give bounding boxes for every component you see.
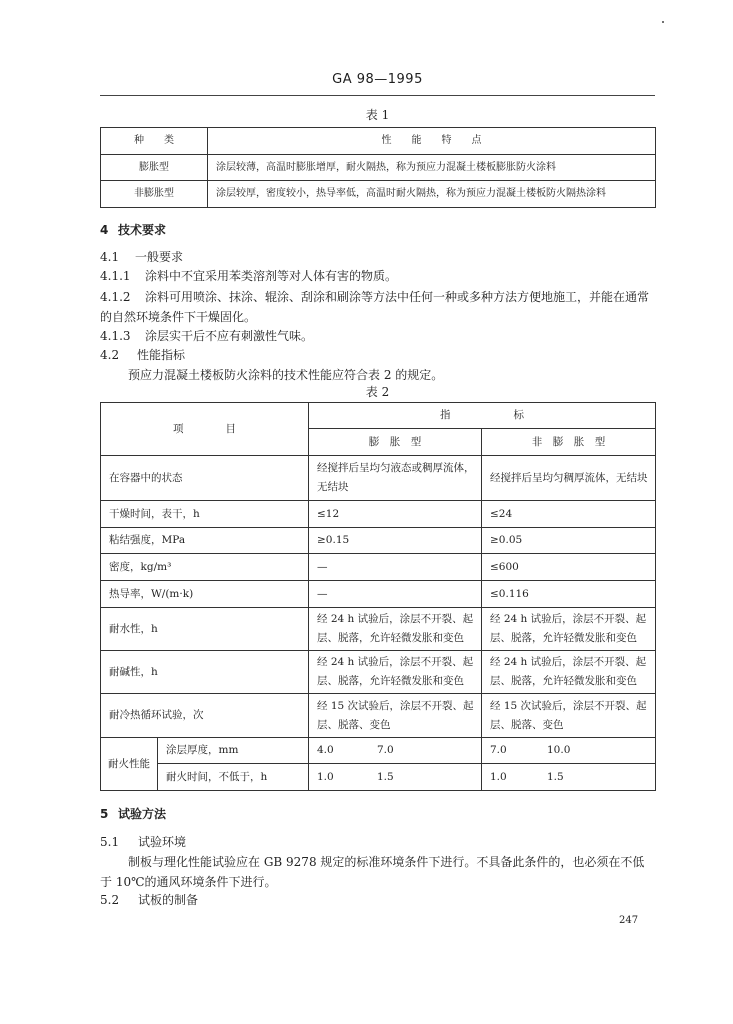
row-expanding-value (309, 764, 482, 791)
row-item: 耐碱性，h (101, 651, 309, 694)
clause-4-1-3 (100, 329, 313, 343)
fire-performance-label: 耐火性能 (101, 738, 158, 791)
row-item: 在容器中的状态 (101, 456, 309, 501)
clause-title: 性能指标 (137, 348, 186, 362)
table1-caption: 表 1 (365, 108, 390, 122)
row-expanding-value: 经 15 次试验后，涂层不开裂、起层、脱落、变色 (309, 694, 482, 738)
standard-code-header: GA 98—1995 (332, 72, 423, 87)
clause-5-1 (100, 835, 186, 849)
clause-title: 一般要求 (135, 250, 184, 264)
section-title: 试验方法 (118, 807, 167, 821)
value-a: 7.0 (490, 744, 507, 756)
table2 (100, 402, 656, 791)
row-item: 涂层厚度，mm (158, 738, 309, 764)
table-row (101, 608, 656, 651)
clause-number: 4.1.3 (100, 329, 131, 343)
row-non-expanding-value: 经搅拌后呈均匀稠厚流体，无结块 (482, 456, 656, 501)
table-row (101, 764, 656, 791)
header-rule (100, 95, 655, 96)
clause-5-1-text-line-1: 制板与理化性能试验应在 GB 9278 规定的标准环境条件下进行。不具备此条件的，也必须在不低 (128, 855, 645, 869)
value-b: 1.5 (547, 770, 564, 783)
section-title: 技术要求 (118, 223, 167, 237)
row-expanding-value: 经 24 h 试验后，涂层不开裂、起层、脱落，允许轻微发胀和变色 (309, 651, 482, 694)
row-item: 耐水性，h (101, 608, 309, 651)
table-row (101, 651, 656, 694)
table1-header-row (101, 128, 656, 155)
row-non-expanding-value: 经 24 h 试验后，涂层不开裂、起层、脱落，允许轻微发胀和变色 (482, 608, 656, 651)
row-non-expanding-value: ≤24 (482, 501, 656, 528)
row-non-expanding-value: 经 24 h 试验后，涂层不开裂、起层、脱落，允许轻微发胀和变色 (482, 651, 656, 694)
clause-text: 涂料中不宜采用苯类溶剂等对人体有害的物质。 (145, 269, 398, 283)
row-item: 密度，kg/m³ (101, 554, 309, 581)
table-row (101, 694, 656, 738)
clause-number: 4.2 (100, 348, 120, 362)
row-non-expanding-value: ≥0.05 (482, 528, 656, 554)
page-number: 247 (619, 915, 639, 926)
value-a: 4.0 (317, 744, 334, 756)
table1-header-features: 性 能 特 点 (208, 128, 656, 155)
table1-type-expanding: 膨胀型 (101, 155, 208, 181)
row-non-expanding-value: ≤600 (482, 554, 656, 581)
row-expanding-value: — (309, 554, 482, 581)
table1-type-non-expanding: 非膨胀型 (101, 181, 208, 208)
row-non-expanding-value: ≤0.116 (482, 581, 656, 608)
value-a: 1.0 (490, 770, 507, 783)
table-row (101, 155, 656, 181)
row-expanding-value: ≤12 (309, 501, 482, 528)
table1 (100, 127, 656, 208)
scan-speck (662, 21, 664, 23)
row-expanding-value: 经搅拌后呈均匀液态或稠厚流体，无结块 (309, 456, 482, 501)
clause-4-1 (100, 250, 183, 264)
clause-number: 4.1 (100, 250, 120, 264)
clause-4-2-text: 预应力混凝土楼板防火涂料的技术性能应符合表 2 的规定。 (128, 368, 444, 382)
clause-title: 试验环境 (138, 835, 187, 849)
clause-text: 涂层实干后不应有刺激性气味。 (145, 329, 314, 343)
table2-caption: 表 2 (365, 385, 390, 399)
row-item: 热导率，W/(m·k) (101, 581, 309, 608)
clause-4-1-2-continuation: 的自然环境条件下干燥固化。 (100, 310, 257, 324)
table2-header-expanding: 膨 胀 型 (309, 429, 482, 456)
table-row (101, 738, 656, 764)
section-5-heading (100, 807, 166, 821)
row-expanding-value: — (309, 581, 482, 608)
table2-header-non-expanding: 非 膨 胀 型 (482, 429, 656, 456)
table1-features-expanding: 涂层较薄，高温时膨胀增厚，耐火隔热，称为预应力混凝土楼板膨胀防火涂料 (208, 155, 656, 181)
table-row (101, 456, 656, 501)
clause-number: 5.2 (100, 893, 120, 907)
table-row (101, 554, 656, 581)
section-number: 4 (100, 223, 109, 237)
clause-number: 4.1.2 (100, 290, 131, 304)
clause-text: 涂料可用喷涂、抹涂、辊涂、刮涂和刷涂等方法中任何一种或多种方法方便地施工，并能在通常 (145, 290, 650, 304)
table-row (101, 181, 656, 208)
section-4-heading (100, 223, 166, 237)
section-number: 5 (100, 807, 109, 821)
table2-header-row-1 (101, 403, 656, 429)
clause-4-1-1 (100, 269, 397, 283)
value-a: 1.0 (317, 770, 334, 783)
table1-header-type: 种 类 (101, 128, 208, 155)
table1-features-non-expanding: 涂层较厚，密度较小，热导率低，高温时耐火隔热，称为预应力混凝土楼板防火隔热涂料 (208, 181, 656, 208)
row-non-expanding-value (482, 764, 656, 791)
table2-header-spec: 指 标 (309, 403, 656, 429)
table-row (101, 528, 656, 554)
row-non-expanding-value (482, 738, 656, 764)
clause-5-1-text-line-2: 于 10℃的通风环境条件下进行。 (100, 875, 277, 889)
row-item: 干燥时间，表干，h (101, 501, 309, 528)
row-item: 粘结强度，MPa (101, 528, 309, 554)
row-item: 耐冷热循环试验，次 (101, 694, 309, 738)
table-row (101, 581, 656, 608)
value-b: 10.0 (547, 744, 571, 756)
row-expanding-value (309, 738, 482, 764)
row-non-expanding-value: 经 15 次试验后，涂层不开裂、起层、脱落、变色 (482, 694, 656, 738)
clause-5-2 (100, 893, 198, 907)
table2-header-item: 项 目 (101, 403, 309, 456)
clause-title: 试板的制备 (138, 893, 199, 907)
clause-number: 4.1.1 (100, 269, 131, 283)
row-expanding-value: 经 24 h 试验后，涂层不开裂、起层、脱落，允许轻微发胀和变色 (309, 608, 482, 651)
value-b: 7.0 (377, 744, 394, 756)
clause-4-1-2 (100, 290, 649, 304)
clause-4-2 (100, 348, 185, 362)
row-item: 耐火时间，不低于，h (158, 764, 309, 791)
clause-number: 5.1 (100, 835, 120, 849)
row-expanding-value: ≥0.15 (309, 528, 482, 554)
table-row (101, 501, 656, 528)
value-b: 1.5 (377, 770, 394, 783)
